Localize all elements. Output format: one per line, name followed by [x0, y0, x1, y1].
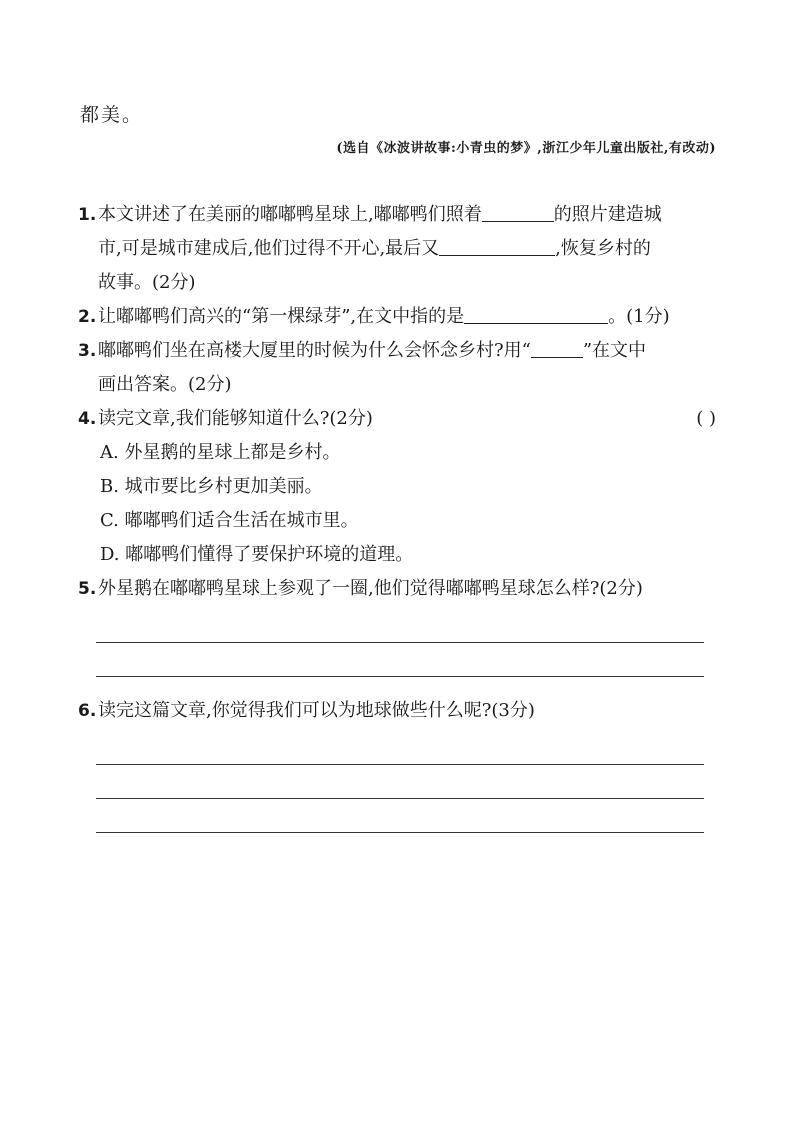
question-number: 4. — [78, 409, 97, 429]
question-number: 5. — [78, 579, 97, 599]
question-number: 3. — [78, 341, 97, 361]
option-d[interactable]: D. 嘟嘟鸭们懂得了要保护环境的道理。 — [100, 544, 414, 565]
question-number: 2. — [78, 307, 97, 327]
answer-line[interactable] — [96, 832, 704, 833]
question-6: 6.读完这篇文章,你觉得我们可以为地球做些什么呢?(3分) — [78, 694, 716, 728]
answer-blank[interactable] — [464, 303, 608, 324]
question-5: 5.外星鹅在嘟嘟鸭星球上参观了一圈,他们觉得嘟嘟鸭星球怎么样?(2分) — [78, 572, 716, 606]
answer-line[interactable] — [96, 764, 704, 765]
option-b[interactable]: B. 城市要比乡村更加美丽。 — [100, 476, 323, 497]
answer-blank[interactable] — [439, 235, 555, 256]
source-citation: (选自《冰波讲故事:小青虫的梦》,浙江少年儿童出版社,有改动) — [336, 141, 716, 156]
answer-blank[interactable] — [482, 201, 554, 222]
option-a[interactable]: A. 外星鹅的星球上都是乡村。 — [100, 442, 341, 463]
underline-mark — [531, 337, 583, 358]
passage-continuation: 都美。 — [80, 104, 144, 126]
question-1: 1.本文讲述了在美丽的嘟嘟鸭星球上,嘟嘟鸭们照着 的照片建造城 市,可是城市建成后,他们过得不开心,最后又 ,恢复乡村的 故事。(2分) — [78, 198, 716, 300]
question-4: 4.读完文章,我们能够知道什么?(2分) ( ) — [78, 402, 716, 436]
question-2: 2.让嘟嘟鸭们高兴的“第一棵绿芽”,在文中指的是 。(1分) — [78, 300, 716, 334]
option-c[interactable]: C. 嘟嘟鸭们适合生活在城市里。 — [100, 510, 359, 531]
answer-line[interactable] — [96, 642, 704, 643]
question-number: 6. — [78, 701, 97, 721]
answer-bracket[interactable]: ( ) — [696, 408, 716, 429]
question-3: 3.嘟嘟鸭们坐在高楼大厦里的时候为什么会怀念乡村?用“ ”在文中 画出答案。(2分) — [78, 334, 716, 402]
question-number: 1. — [78, 205, 97, 225]
answer-line[interactable] — [96, 676, 704, 677]
answer-line[interactable] — [96, 798, 704, 799]
